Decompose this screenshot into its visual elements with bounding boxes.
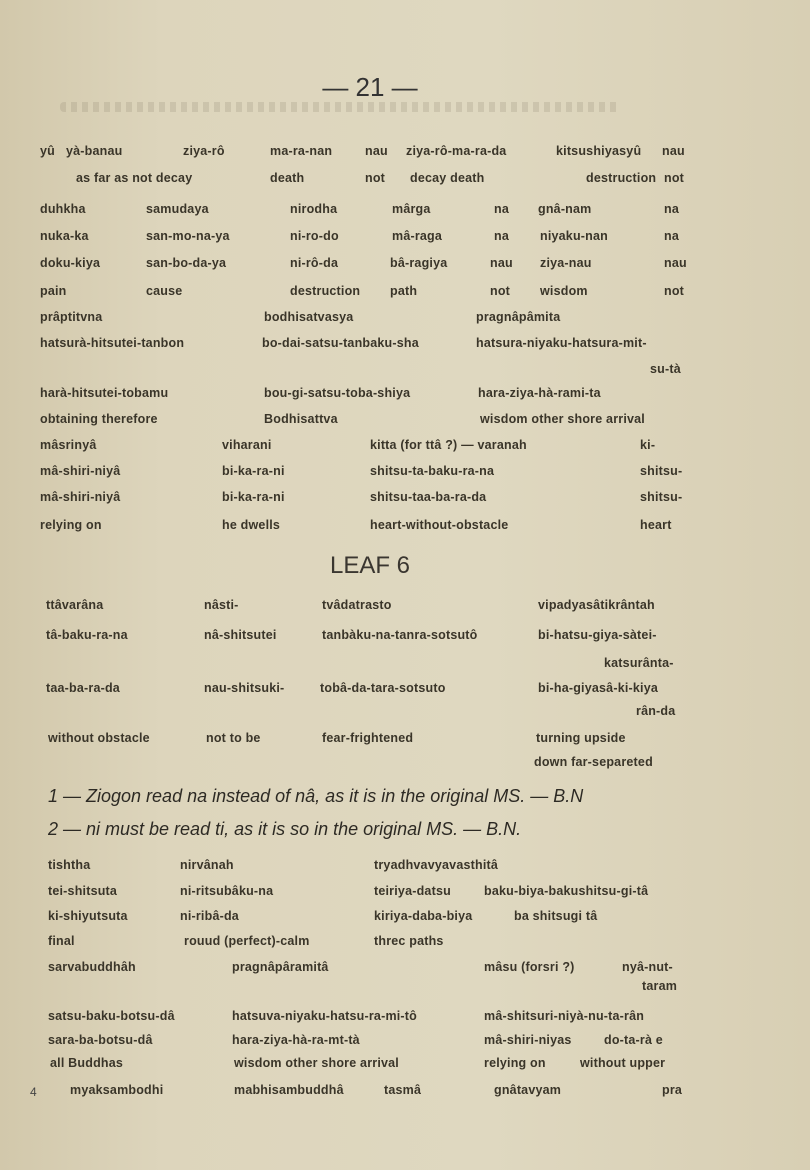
cell: hara-ziya-hà-ra-mt-tà	[232, 1033, 360, 1047]
table-row	[0, 518, 810, 538]
cell: fear-frightened	[322, 731, 414, 745]
cell: viharani	[222, 438, 272, 452]
cell: vipadyasâtikrântah	[538, 598, 655, 612]
table-row	[0, 979, 810, 999]
cell: na	[664, 202, 679, 216]
cell: ma-ra-nan	[270, 144, 333, 158]
cell: shitsu-	[640, 490, 683, 504]
table-row	[0, 598, 810, 618]
cell: ki-shiyutsuta	[48, 909, 128, 923]
cell: rân-da	[636, 704, 676, 718]
table-row	[0, 960, 810, 980]
cell: ziya-nau	[540, 256, 592, 270]
cell: bi-ha-giyasâ-ki-kiya	[538, 681, 659, 695]
cell: kitta (for ttâ ?) — varanah	[370, 438, 527, 452]
cell: down far-separeted	[534, 755, 653, 769]
footnote-1: 1 — Ziogon read na instead of nâ, as it is in the original MS. — B.N	[48, 786, 584, 806]
cell: ni-rô-da	[290, 256, 339, 270]
cell: nirvânah	[180, 858, 234, 872]
cell: shitsu-taa-ba-ra-da	[370, 490, 487, 504]
table-row	[0, 144, 810, 164]
cell: Bodhisattva	[264, 412, 338, 426]
cell: relying on	[484, 1056, 546, 1070]
table-row	[0, 934, 810, 954]
table-row	[0, 310, 810, 330]
cell: myaksambodhi	[70, 1083, 164, 1097]
cell: ttâvarâna	[46, 598, 104, 612]
table-row	[0, 438, 810, 458]
table-row	[0, 731, 810, 751]
cell: pra	[662, 1083, 683, 1097]
cell: duhkha	[40, 202, 86, 216]
cell: tasmâ	[384, 1083, 422, 1097]
table-row	[0, 656, 810, 676]
cell: ni-ritsubâku-na	[180, 884, 274, 898]
table-row	[0, 1083, 810, 1103]
cell: path	[390, 284, 418, 298]
cell: tanbàku-na-tanra-sotsutô	[322, 628, 478, 642]
table-row	[0, 1056, 810, 1076]
table-row	[0, 704, 810, 724]
table-row	[0, 909, 810, 929]
cell: prâptitvna	[40, 310, 103, 324]
cell: ni-ro-do	[290, 229, 339, 243]
cell: he dwells	[222, 518, 281, 532]
cell: not	[365, 171, 386, 185]
cell: kiriya-daba-biya	[374, 909, 473, 923]
corner-mark: 4	[30, 1085, 37, 1099]
cell: sara-ba-botsu-dâ	[48, 1033, 153, 1047]
cell: heart-without-obstacle	[370, 518, 509, 532]
cell: tryadhvavyavasthitâ	[374, 858, 499, 872]
cell: mârga	[392, 202, 431, 216]
cell: ki-	[640, 438, 656, 452]
cell: nyâ-nut-	[622, 960, 673, 974]
cell: nau	[664, 256, 687, 270]
cell: teiriya-datsu	[374, 884, 451, 898]
cell: wisdom other shore arrival	[480, 412, 645, 426]
table-row	[0, 284, 810, 304]
cell: su-tà	[650, 362, 681, 376]
cell: shitsu-	[640, 464, 683, 478]
cell: bo-dai-satsu-tanbaku-sha	[262, 336, 419, 350]
cell: mâ-shiri-niyâ	[40, 490, 121, 504]
cell: rouud (perfect)-calm	[184, 934, 310, 948]
cell: bou-gi-satsu-toba-shiya	[264, 386, 411, 400]
cell: do-ta-rà e	[604, 1033, 663, 1047]
table-row	[0, 202, 810, 222]
cell: nuka-ka	[40, 229, 89, 243]
table-row	[0, 681, 810, 701]
cell: yû	[40, 144, 55, 158]
table-row	[0, 412, 810, 432]
cell: mâ-shiri-niyas	[484, 1033, 572, 1047]
cell: ni-ribâ-da	[180, 909, 239, 923]
cell: bi-ka-ra-ni	[222, 490, 285, 504]
cell: gnâtavyam	[494, 1083, 562, 1097]
cell: wisdom	[540, 284, 588, 298]
cell: hatsurà-hitsutei-tanbon	[40, 336, 185, 350]
cell: relying on	[40, 518, 102, 532]
cell: ziya-rô	[183, 144, 225, 158]
cell: shitsu-ta-baku-ra-na	[370, 464, 495, 478]
cell: mâsrinyâ	[40, 438, 97, 452]
cell: decay death	[410, 171, 485, 185]
cell: mâsu (forsri ?)	[484, 960, 575, 974]
cell: taram	[642, 979, 678, 993]
cell: mâ-shiri-niyâ	[40, 464, 121, 478]
cell: destruction	[586, 171, 657, 185]
cell: hara-ziya-hà-rami-ta	[478, 386, 601, 400]
cell: bi-hatsu-giya-sàtei-	[538, 628, 657, 642]
cell: bi-ka-ra-ni	[222, 464, 285, 478]
table-row	[0, 171, 810, 191]
table-row	[0, 490, 810, 510]
cell: all Buddhas	[50, 1056, 124, 1070]
cell: turning upside	[536, 731, 626, 745]
cell: tâ-baku-ra-na	[46, 628, 128, 642]
cell: na	[664, 229, 679, 243]
leaf-heading: LEAF 6	[329, 552, 411, 579]
cell: hatsuva-niyaku-hatsu-ra-mi-tô	[232, 1009, 417, 1023]
cell: katsurânta-	[604, 656, 674, 670]
cell: nâsti-	[204, 598, 239, 612]
cell: taa-ba-ra-da	[46, 681, 120, 695]
cell: gnâ-nam	[538, 202, 592, 216]
cell: ziya-rô-ma-ra-da	[406, 144, 507, 158]
cell: na	[494, 229, 509, 243]
cell: not	[490, 284, 511, 298]
table-row	[0, 755, 810, 775]
cell: tishtha	[48, 858, 91, 872]
cell: samudaya	[146, 202, 209, 216]
cell: pragnâpâmita	[476, 310, 561, 324]
footnote-2: 2 — ni must be read ti, as it is so in the original MS. — B.N.	[48, 819, 522, 839]
cell: nau	[662, 144, 685, 158]
cell: bâ-ragiya	[390, 256, 448, 270]
cell: kitsushiyasyû	[556, 144, 642, 158]
cell: san-mo-na-ya	[146, 229, 230, 243]
cell: na	[494, 202, 509, 216]
cell: harà-hitsutei-tobamu	[40, 386, 169, 400]
cell: doku-kiya	[40, 256, 101, 270]
cell: cause	[146, 284, 183, 298]
page-number: — 21 —	[322, 72, 418, 102]
cell: san-bo-da-ya	[146, 256, 227, 270]
cell: not to be	[206, 731, 261, 745]
cell: mâ-shitsuri-niyà-nu-ta-rân	[484, 1009, 645, 1023]
cell: ba shitsugi tâ	[514, 909, 598, 923]
cell: nirodha	[290, 202, 338, 216]
cell: yà-banau	[66, 144, 123, 158]
cell: mabhisambuddhâ	[234, 1083, 344, 1097]
cell: death	[270, 171, 305, 185]
cell: destruction	[290, 284, 361, 298]
cell: pragnâpâramitâ	[232, 960, 329, 974]
table-row	[0, 628, 810, 648]
cell: nau	[490, 256, 513, 270]
cell: final	[48, 934, 75, 948]
table-row	[0, 229, 810, 249]
table-row	[0, 386, 810, 406]
cell: nâ-shitsutei	[204, 628, 277, 642]
cell: hatsura-niyaku-hatsura-mit-	[476, 336, 647, 350]
cell: without upper	[580, 1056, 666, 1070]
cell: wisdom other shore arrival	[234, 1056, 399, 1070]
cell: sarvabuddhâh	[48, 960, 136, 974]
cell: pain	[40, 284, 67, 298]
cell: tobâ-da-tara-sotsuto	[320, 681, 446, 695]
cell: not	[664, 171, 685, 185]
cell: bodhisatvasya	[264, 310, 354, 324]
cell: nau-shitsuki-	[204, 681, 285, 695]
table-row	[0, 1033, 810, 1053]
table-row	[0, 336, 810, 356]
table-row	[0, 858, 810, 878]
cell: not	[664, 284, 685, 298]
cell: heart	[640, 518, 672, 532]
cell: mâ-raga	[392, 229, 443, 243]
cell: baku-biya-bakushitsu-gi-tâ	[484, 884, 649, 898]
cell: threc paths	[374, 934, 444, 948]
cell: niyaku-nan	[540, 229, 608, 243]
cell: satsu-baku-botsu-dâ	[48, 1009, 175, 1023]
cell: obtaining therefore	[40, 412, 158, 426]
cell: without obstacle	[48, 731, 150, 745]
table-row	[0, 884, 810, 904]
table-row	[0, 362, 810, 382]
faded-text-smudge	[60, 102, 620, 112]
cell: tei-shitsuta	[48, 884, 118, 898]
cell: as far as not decay	[76, 171, 193, 185]
cell: nau	[365, 144, 388, 158]
cell: tvâdatrasto	[322, 598, 392, 612]
table-row	[0, 1009, 810, 1029]
table-row	[0, 464, 810, 484]
table-row	[0, 256, 810, 276]
